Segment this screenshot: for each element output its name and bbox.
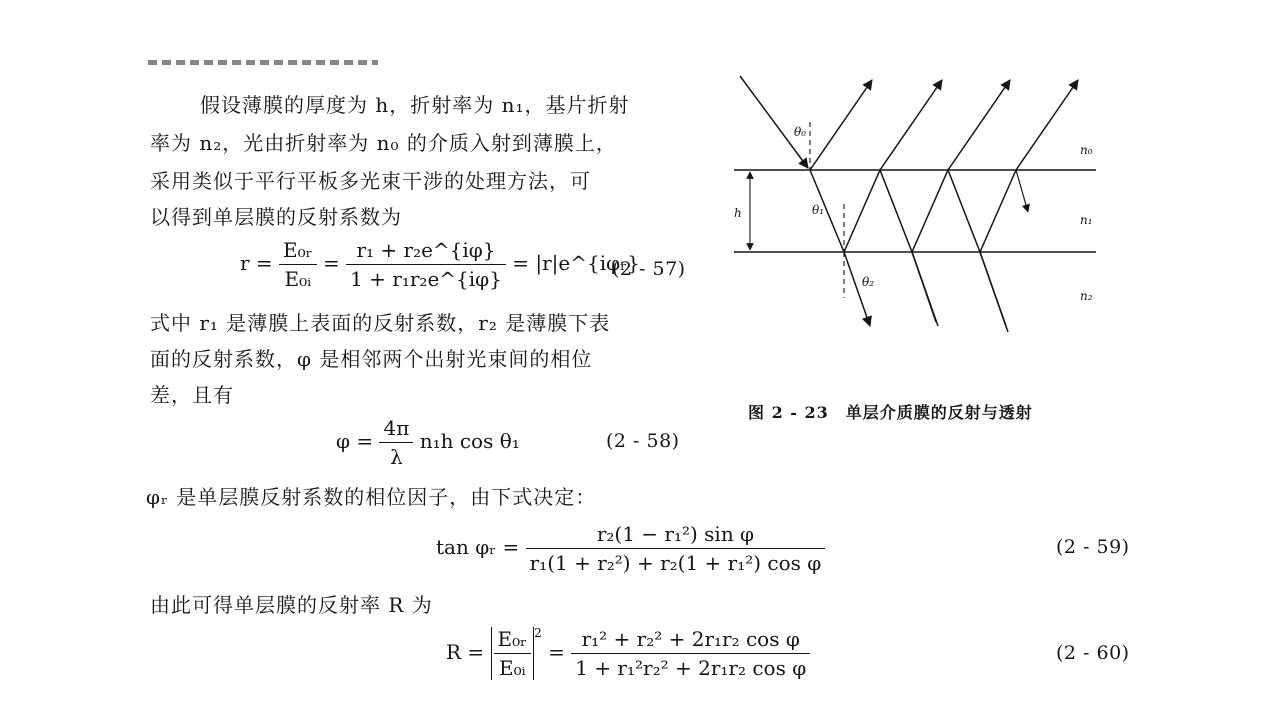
paragraph-2-line-3: 差，且有: [150, 383, 234, 407]
eq260-power: 2: [534, 626, 542, 640]
eq257-frac2-denominator: 1 + r₁r₂e^{iφ}: [350, 267, 502, 291]
eq257-frac1-numerator: E₀ᵣ: [279, 238, 317, 265]
internal-ray-end: [1016, 170, 1028, 212]
cropped-text-line: [148, 60, 378, 74]
equation-number-2-58: (2 - 58): [606, 430, 680, 452]
equation-2-58: [336, 416, 520, 469]
eq260-abs-fraction: [494, 627, 532, 680]
equation-2-57: [240, 238, 640, 291]
equation-number-2-59: (2 - 59): [1056, 536, 1130, 558]
eq257-equals: =: [322, 251, 340, 275]
equation-2-59: [436, 522, 825, 575]
eq258-numerator: 4π: [379, 416, 413, 443]
internal-reflection-path: [810, 170, 1016, 252]
eq258-denominator: λ: [390, 445, 403, 469]
label-theta2: θ₂: [862, 275, 875, 289]
paragraph-1-line-1: 假设薄膜的厚度为 h，折射率为 n₁，基片折射: [200, 93, 630, 117]
paragraph-4: 由此可得单层膜的反射率 R 为: [150, 593, 433, 617]
transmitted-ray-1: [844, 252, 870, 326]
reflected-ray-4: [1016, 80, 1078, 170]
eq257-fraction-1: [279, 238, 317, 291]
paragraph-1-line-4: 以得到单层膜的反射系数为: [150, 205, 402, 229]
transmitted-ray-5: [980, 252, 1008, 332]
transmitted-ray-4: [912, 252, 936, 322]
eq260-absolute-value: [491, 627, 535, 680]
eq258-fraction: [379, 416, 413, 469]
equation-number-2-57: (2 - 57): [612, 258, 686, 280]
label-theta1: θ₁: [812, 203, 825, 217]
eq259-denominator: r₁(1 + r₂²) + r₂(1 + r₁²) cos φ: [529, 551, 822, 575]
eq260-denominator: 1 + r₁²r₂² + 2r₁r₂ cos φ: [575, 656, 807, 680]
paragraph-2-line-2: 面的反射系数，φ 是相邻两个出射光束间的相位: [150, 347, 593, 371]
thin-film-diagram: [730, 72, 1100, 362]
eq260-fraction: [571, 627, 810, 680]
eq258-rhs: n₁h cos θ₁: [419, 429, 520, 453]
eq257-lhs: r =: [240, 251, 273, 275]
eq257-frac1-denominator: E₀ᵢ: [284, 267, 312, 291]
equation-number-2-60: (2 - 60): [1056, 642, 1130, 664]
eq257-rhs: = |r|e^{iφᵣ}: [512, 251, 640, 275]
reflected-ray-2: [880, 80, 942, 170]
eq260-equals: =: [548, 640, 565, 664]
label-n0: n₀: [1080, 143, 1093, 157]
eq258-lhs: φ =: [336, 429, 374, 453]
label-h: h: [734, 206, 742, 220]
eq260-abs-numerator: E₀ᵣ: [494, 627, 532, 654]
incident-ray: [740, 76, 808, 168]
eq260-abs-denominator: E₀ᵢ: [499, 656, 526, 680]
eq260-numerator: r₁² + r₂² + 2r₁r₂ cos φ: [571, 627, 810, 654]
paragraph-1-line-2: 率为 n₂，光由折射率为 n₀ 的介质入射到薄膜上，: [150, 131, 617, 155]
paragraph-1-line-3: 采用类似于平行平板多光束干涉的处理方法，可: [150, 169, 591, 193]
paragraph-3: φᵣ 是单层膜反射系数的相位因子，由下式决定：: [146, 485, 597, 509]
reflected-ray-1: [810, 80, 872, 170]
eq260-lhs: R =: [446, 640, 485, 664]
eq257-frac2-numerator: r₁ + r₂e^{iφ}: [346, 238, 506, 265]
label-n1: n₁: [1080, 213, 1093, 227]
label-theta0: θ₀: [794, 125, 807, 139]
equation-2-60: [446, 626, 810, 680]
paragraph-2-line-1: 式中 r₁ 是薄膜上表面的反射系数，r₂ 是薄膜下表: [150, 311, 611, 335]
reflected-ray-3: [948, 80, 1010, 170]
eq259-numerator: r₂(1 − r₁²) sin φ: [526, 522, 826, 549]
eq259-fraction: [526, 522, 826, 575]
label-n2: n₂: [1080, 289, 1093, 303]
eq259-lhs: tan φᵣ =: [436, 535, 520, 559]
figure-caption: 图 2 - 23 单层介质膜的反射与透射: [748, 403, 1033, 422]
eq257-fraction-2: [346, 238, 506, 291]
